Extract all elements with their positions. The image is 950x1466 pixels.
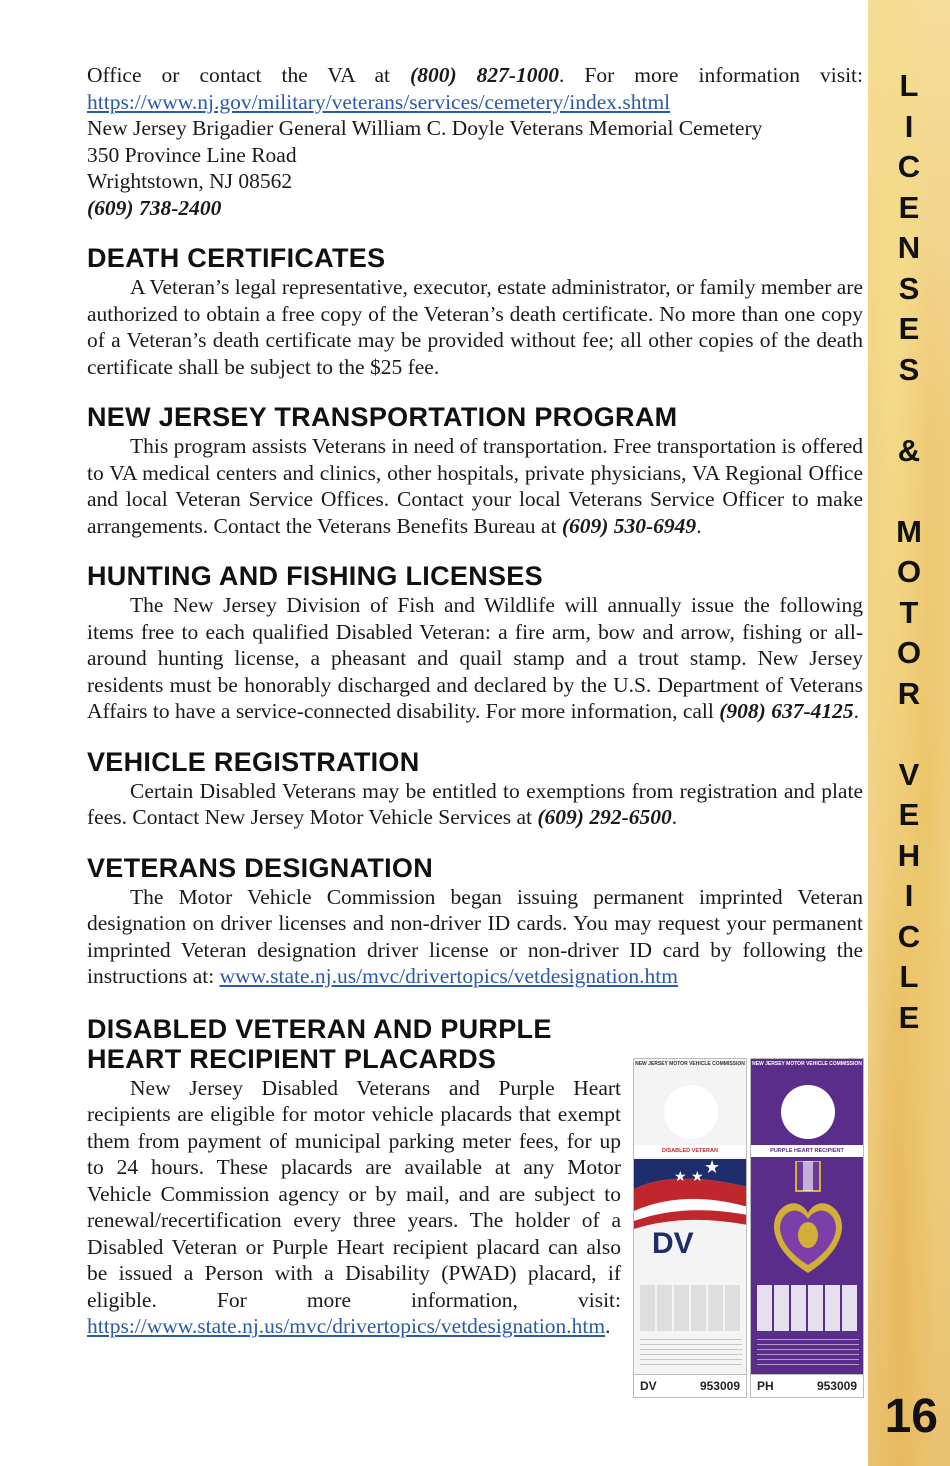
placard-strip: PURPLE HEART RECIPIENT xyxy=(751,1145,863,1157)
section-title: VEHICLE REGISTRATION xyxy=(87,746,420,777)
placard-header: NEW JERSEY MOTOR VEHICLE COMMISSION xyxy=(752,1061,862,1067)
va-phone: (800) 827-1000 xyxy=(410,63,560,87)
flag-stars-icon xyxy=(634,1159,747,1229)
svg-text:★: ★ xyxy=(704,1159,721,1178)
page-number: 16 xyxy=(884,1390,938,1443)
section-body xyxy=(87,1075,621,1340)
purple-heart-medal-icon xyxy=(763,1161,853,1281)
body-end: . xyxy=(853,699,859,723)
sidebar-letter xyxy=(868,714,950,755)
sidebar-letter: O xyxy=(896,635,922,670)
section-title xyxy=(87,1014,621,1074)
sidebar-letter: E xyxy=(898,311,920,346)
intro-text: Office or contact the VA at xyxy=(87,63,411,87)
title-line-1: DISABLED VETERAN AND PURPLE xyxy=(87,1013,552,1044)
sidebar-letter: I xyxy=(904,878,914,913)
cemetery-name: New Jersey Brigadier General William C. Doyle Veterans Memorial Cemetery xyxy=(87,116,763,140)
sidebar-letter xyxy=(868,390,950,431)
sidebar-letter: E xyxy=(898,189,920,225)
vet-designation-link[interactable]: www.state.nj.us/mvc/drivertopics/vetdesignation.htm xyxy=(219,964,678,988)
validity-grid xyxy=(757,1285,859,1331)
sidebar-letter: C xyxy=(897,149,921,184)
section-body xyxy=(87,592,863,725)
section-death-certificates xyxy=(87,243,863,380)
mirror-hook xyxy=(781,1085,835,1139)
sidebar-letter: N xyxy=(897,230,921,265)
section-title: NEW JERSEY TRANSPORTATION PROGRAM xyxy=(87,402,678,432)
title-line-2: HEART RECIPIENT PLACARDS xyxy=(87,1043,497,1074)
placard-number: 953009 xyxy=(699,1379,740,1393)
body-text: Certain Disabled Veterans may be entitled to exemptions from registration and plate fees. Contact New Jersey Motor Vehicle Services at xyxy=(87,778,863,829)
address-line-1: 350 Province Line Road xyxy=(87,142,297,167)
sidebar-letter: T xyxy=(899,594,919,630)
section-title: VETERANS DESIGNATION xyxy=(87,852,434,883)
placard-number: 953009 xyxy=(816,1379,857,1393)
body-end: . xyxy=(696,513,702,538)
sidebar-letter: S xyxy=(898,270,920,306)
benefits-bureau-phone: (609) 530-6949 xyxy=(561,513,697,538)
placard-strip: DISABLED VETERAN xyxy=(634,1145,746,1157)
placard-code: DV xyxy=(640,1379,657,1393)
intro-paragraph xyxy=(87,62,863,115)
cemetery-phone: (609) 738-2400 xyxy=(87,195,222,220)
sidebar-letter: L xyxy=(899,68,919,103)
section-body: A Veteran’s legal representative, executor, estate administrator, or family member are authorized to obtain a free copy of the Veteran’s death certificate. No more than one copy of a Veteran’s death certificate may be provided without fee; all other copies of the death certificate shall be subject to the $25 fee. xyxy=(87,275,863,379)
section-veterans-designation xyxy=(87,853,863,990)
placards-image xyxy=(633,1058,864,1398)
sidebar-letter: M xyxy=(896,513,922,549)
sidebar-letter: H xyxy=(897,837,921,873)
placard-link[interactable]: https://www.state.nj.us/mvc/drivertopics/vetdesignation.htm xyxy=(87,1314,606,1338)
section-body xyxy=(87,433,863,539)
fish-wildlife-phone: (908) 637-4125 xyxy=(719,699,854,723)
sidebar-letter: E xyxy=(898,797,920,832)
section-title: DEATH CERTIFICATES xyxy=(87,243,386,273)
cemetery-address xyxy=(87,115,863,221)
chapter-sidebar xyxy=(868,0,950,1466)
mvs-phone: (609) 292-6500 xyxy=(537,805,672,829)
sidebar-letter: O xyxy=(896,554,922,589)
sidebar-letter: E xyxy=(898,999,920,1035)
placard-code: PH xyxy=(757,1379,774,1393)
validity-grid xyxy=(640,1285,742,1331)
disabled-veteran-placard xyxy=(633,1058,747,1398)
address-line-2: Wrightstown, NJ 08562 xyxy=(87,169,293,193)
placard-footer xyxy=(634,1374,746,1397)
section-body xyxy=(87,778,863,831)
cemetery-link[interactable]: https://www.nj.gov/military/veterans/services/cemetery/index.shtml xyxy=(87,89,671,114)
purple-heart-placard xyxy=(750,1058,864,1398)
section-hunting-fishing xyxy=(87,561,863,725)
fine-print xyxy=(640,1339,742,1369)
sidebar-letter: C xyxy=(897,918,921,954)
section-body xyxy=(87,884,863,990)
intro-text-2: . For more information visit: xyxy=(559,63,864,87)
sidebar-letter: V xyxy=(898,756,920,792)
section-vehicle-registration xyxy=(87,747,863,831)
mirror-hook xyxy=(664,1085,718,1139)
body-text: The Motor Vehicle Commission began issuing permanent imprinted Veteran designation on driver licenses and non-driver ID cards. You may request your permanent imprinted Veteran designation driver license or non-driver ID card by following the instructions at: xyxy=(87,884,863,988)
dv-mark: DV xyxy=(652,1227,694,1260)
svg-text:★ ★: ★ ★ xyxy=(674,1169,704,1185)
sidebar-letter: L xyxy=(899,959,919,994)
body-text: The New Jersey Division of Fish and Wildlife will annually issue the following items free to each qualified Disabled Veteran: a fire arm, bow and arrow, fishing or all-around hunting license, a pheasant and quail stamp and a trout stamp. New Jersey residents must be honorably discharged and declared by the U.S. Department of Veterans Affairs to have a service-connected disability. For more information, call xyxy=(87,593,863,723)
fine-print xyxy=(757,1339,859,1369)
body-text: This program assists Veterans in need of transportation. Free transportation is offered to VA medical centers and clinics, other hospitals, private physicians, VA Regional Office and local Veteran Service Offices. Contact your local Veterans Service Officer to make arrangements. Contact the Veterans Benefits Bureau at xyxy=(87,434,863,538)
body-end: . xyxy=(605,1314,611,1338)
placards-text xyxy=(87,1014,621,1340)
body-text: New Jersey Disabled Veterans and Purple Heart recipients are eligible for motor vehicle placards that exempt them from payment of municipal parking meter fees, for up to 24 hours. These placards are available at any Motor Vehicle Commission agency or by mail, and are subject to renewal/recertification every three years. The holder of a Disabled Veteran or Purple Heart recipient placard can also be issued a Person with a Disability (PWAD) placard, if eligible. For more information, visit: xyxy=(87,1075,621,1312)
body-end: . xyxy=(671,805,678,829)
sidebar-letter: & xyxy=(897,432,921,468)
chapter-title-vertical xyxy=(868,66,950,1038)
sidebar-letter: R xyxy=(897,675,921,711)
sidebar-letter xyxy=(868,471,950,512)
placard-footer xyxy=(751,1374,863,1397)
placard-header: NEW JERSEY MOTOR VEHICLE COMMISSION xyxy=(635,1061,745,1067)
section-transportation xyxy=(87,402,863,539)
sidebar-letter: I xyxy=(904,108,914,144)
section-title: HUNTING AND FISHING LICENSES xyxy=(87,561,543,591)
sidebar-letter: S xyxy=(898,351,920,387)
